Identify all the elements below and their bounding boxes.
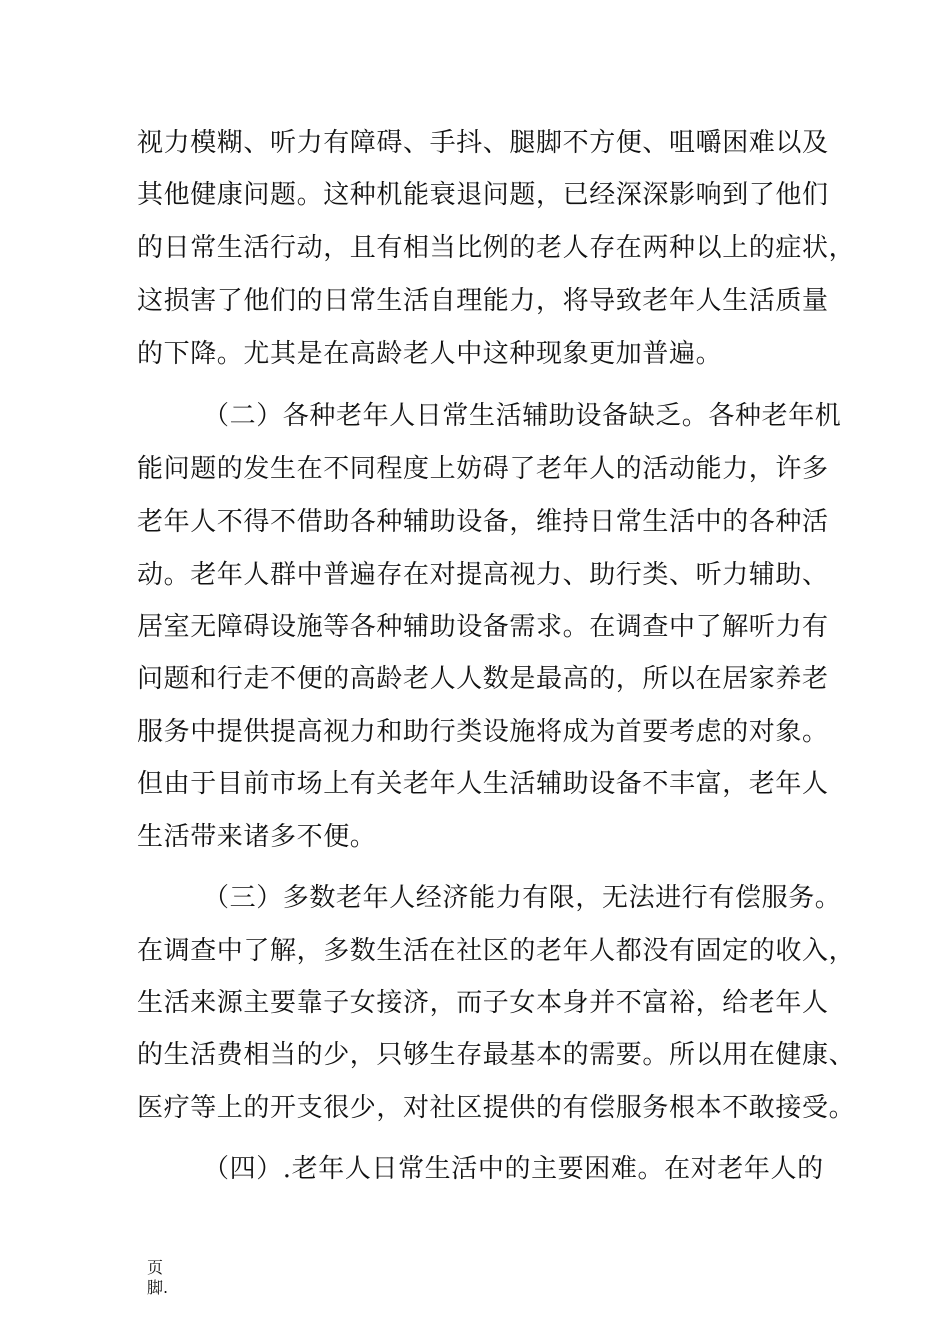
text-line: 生活来源主要靠子女接济，而子女本身并不富裕，给老年人 [137,988,829,1018]
text-line: 其他健康问题。这种机能衰退问题，已经深深影响到了他们 [137,180,829,210]
text-line: 的生活费相当的少，只够生存最基本的需要。所以用在健康、 [137,1040,856,1070]
section-heading-line: （四）.老年人日常生活中的主要困难。在对老年人的 [203,1154,824,1184]
text-line: 老年人不得不借助各种辅助设备，维持日常生活中的各种活 [137,507,829,537]
footer-text-line: 页 [147,1258,164,1277]
footer-text-line: 脚. [147,1278,169,1297]
text-line: 问题和行走不便的高龄老人人数是最高的，所以在居家养老 [137,664,829,694]
text-line: 的下降。尤其是在高龄老人中这种现象更加普遍。 [137,339,723,369]
text-line: 居室无障碍设施等各种辅助设备需求。在调查中了解听力有 [137,612,829,642]
text-line: 医疗等上的开支很少，对社区提供的有偿服务根本不敢接受。 [137,1093,856,1123]
text-line: 的日常生活行动，且有相当比例的老人存在两种以上的症状， [137,233,856,263]
text-line: 服务中提供提高视力和助行类设施将成为首要考虑的对象。 [137,717,829,747]
section-heading-line: （三）多数老年人经济能力有限，无法进行有偿服务。 [203,883,842,913]
text-line: 动。老年人群中普遍存在对提高视力、助行类、听力辅助、 [137,560,829,590]
text-line: 视力模糊、听力有障碍、手抖、腿脚不方便、咀嚼困难以及 [137,128,829,158]
text-line: 这损害了他们的日常生活自理能力，将导致老年人生活质量 [137,286,829,316]
text-line: 能问题的发生在不同程度上妨碍了老年人的活动能力，许多 [137,454,829,484]
section-heading-line: （二）各种老年人日常生活辅助设备缺乏。各种老年机 [203,401,842,431]
text-line: 在调查中了解，多数生活在社区的老年人都没有固定的收入， [137,936,856,966]
text-line: 生活带来诸多不便。 [137,822,377,852]
text-line: 但由于目前市场上有关老年人生活辅助设备不丰富，老年人 [137,769,829,799]
page-footer [147,1258,177,1298]
